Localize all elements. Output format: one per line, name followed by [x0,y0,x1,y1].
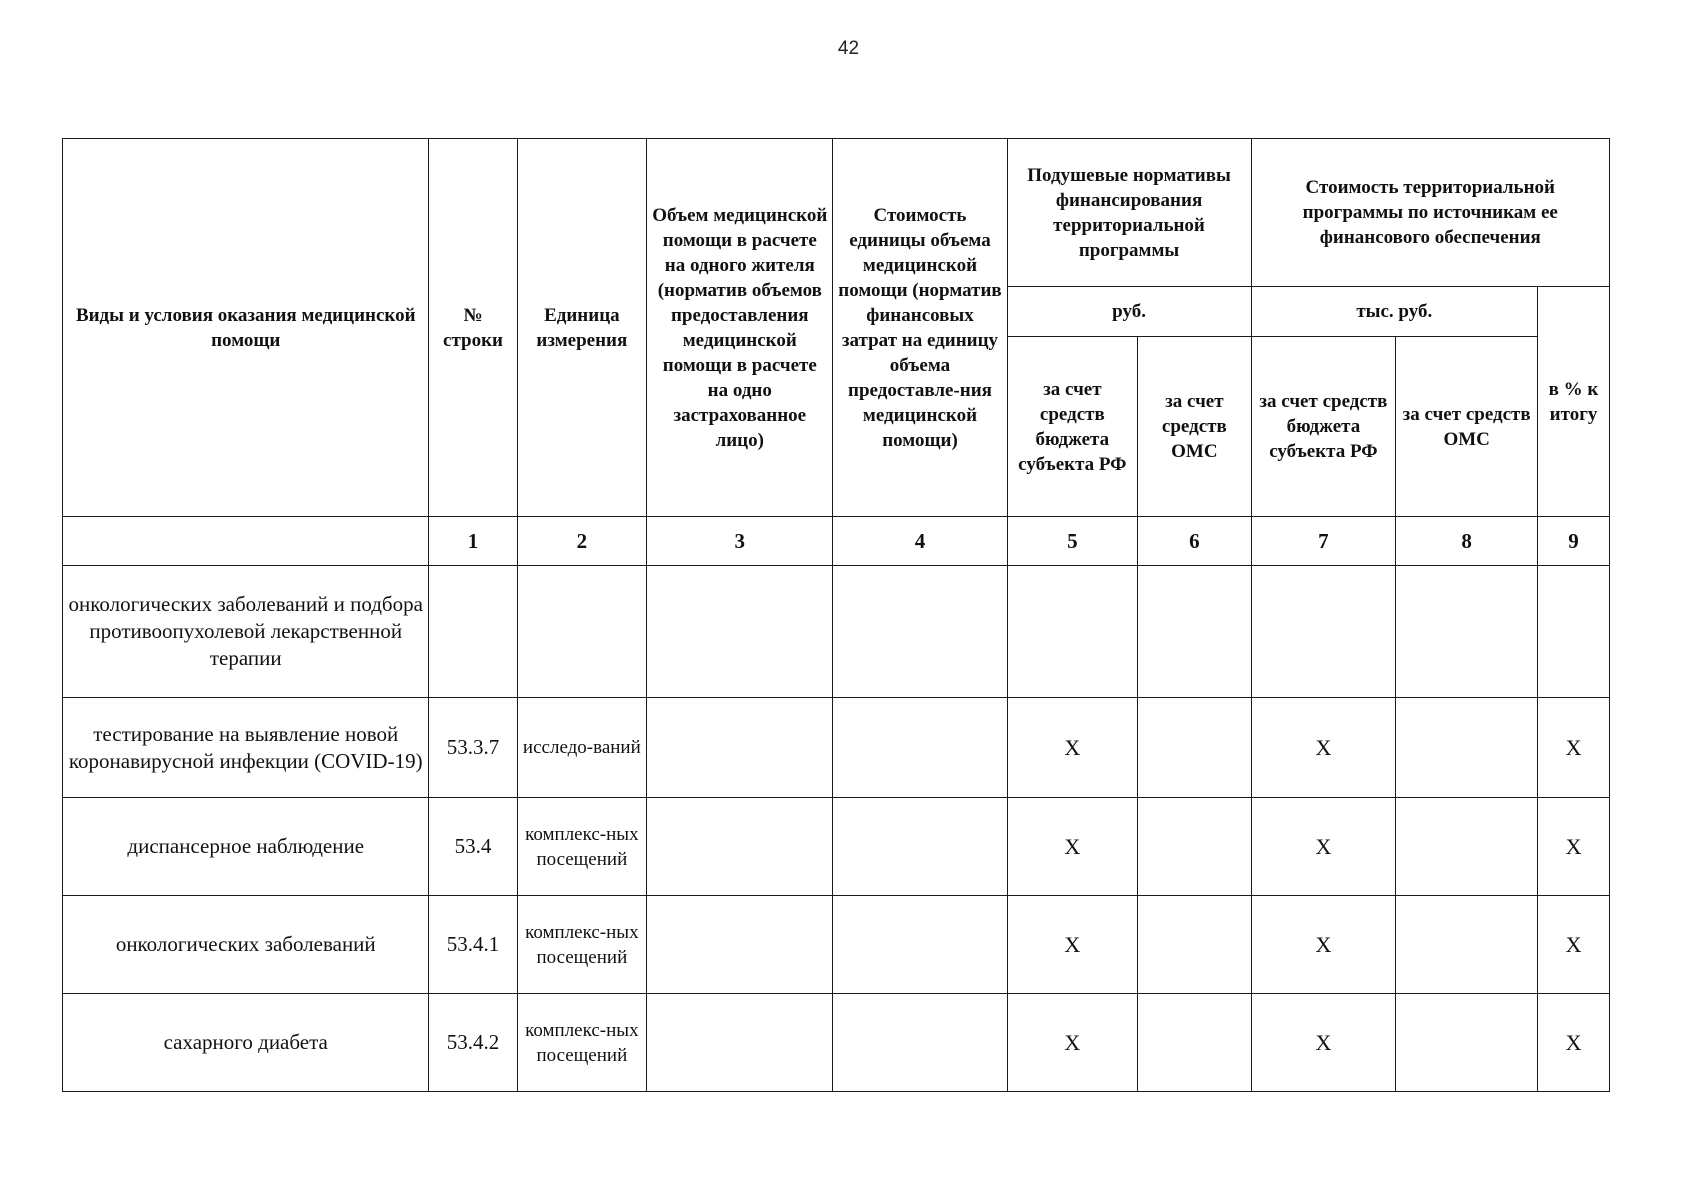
table-row [63,798,1610,896]
row-line-number [429,566,517,698]
row-cell [1396,566,1538,698]
row-cell: X [1538,896,1610,994]
header-budget-rub: за счет средств бюджета субъекта РФ [1007,337,1138,517]
row-cell [833,896,1007,994]
row-name: сахарного диабета [63,994,429,1092]
row-line-number: 53.3.7 [429,698,517,798]
table-row [63,896,1610,994]
row-cell: X [1007,994,1138,1092]
header-budget-thousand: за счет средств бюджета субъекта РФ [1251,337,1396,517]
row-cell [1251,566,1396,698]
column-number: 1 [429,517,517,566]
header-care-types: Виды и условия оказания медицинской помощи [63,139,429,517]
row-cell [647,798,833,896]
header-oms-rub: за счет средств ОМС [1138,337,1251,517]
row-line-number: 53.4 [429,798,517,896]
row-cell [1138,566,1251,698]
header-line-number: № строки [429,139,517,517]
column-number: 7 [1251,517,1396,566]
row-unit: комплекс-ных посещений [517,994,647,1092]
row-name: онкологических заболеваний [63,896,429,994]
row-cell [1538,566,1610,698]
row-cell [833,698,1007,798]
row-unit: исследо-ваний [517,698,647,798]
row-cell: X [1251,994,1396,1092]
row-cell: X [1251,798,1396,896]
row-cell [1396,896,1538,994]
column-number: 2 [517,517,647,566]
column-number: 4 [833,517,1007,566]
header-volume: Объем медицинской помощи в расчете на одного жителя (норматив объемов предоставления медицинской помощи в расчете на одно застрахованное лицо) [647,139,833,517]
column-number: 5 [1007,517,1138,566]
table-row [63,994,1610,1092]
row-cell [1138,798,1251,896]
row-cell: X [1538,698,1610,798]
column-number: 9 [1538,517,1610,566]
row-cell [647,994,833,1092]
row-cell [833,798,1007,896]
row-cell [647,698,833,798]
row-cell [1138,896,1251,994]
row-cell [1138,698,1251,798]
row-cell [1396,994,1538,1092]
table-row [63,698,1610,798]
row-name: онкологических заболеваний и подбора противоопухолевой лекарственной терапии [63,566,429,698]
row-unit [517,566,647,698]
header-unit: Единица измерения [517,139,647,517]
header-per-capita-group: Подушевые нормативы финансирования территориальной программы [1007,139,1251,287]
row-line-number: 53.4.2 [429,994,517,1092]
column-number: 3 [647,517,833,566]
row-cell [1396,798,1538,896]
row-cell [833,994,1007,1092]
header-unit-thousand-rub: тыс. руб. [1251,287,1538,337]
row-cell: X [1251,896,1396,994]
header-oms-thousand: за счет средств ОМС [1396,337,1538,517]
column-number-row [63,517,1610,566]
row-cell [1138,994,1251,1092]
row-cell: X [1007,698,1138,798]
row-cell [1396,698,1538,798]
header-unit-rub: руб. [1007,287,1251,337]
header-unit-cost: Стоимость единицы объема медицинской помощи (норматив финансовых затрат на единицу объема предоставле-ния медицинской помощи) [833,139,1007,517]
header-row-main [63,139,1610,287]
row-cell: X [1007,798,1138,896]
row-cell [833,566,1007,698]
row-line-number: 53.4.1 [429,896,517,994]
column-number: 6 [1138,517,1251,566]
financing-table [62,138,1610,1092]
row-name: диспансерное наблюдение [63,798,429,896]
row-cell [647,896,833,994]
row-unit: комплекс-ных посещений [517,798,647,896]
row-cell: X [1538,798,1610,896]
row-cell: X [1007,896,1138,994]
row-unit: комплекс-ных посещений [517,896,647,994]
column-number: 8 [1396,517,1538,566]
row-name: тестирование на выявление новой коронавирусной инфекции (COVID-19) [63,698,429,798]
header-program-cost-group: Стоимость территориальной программы по источникам ее финансового обеспечения [1251,139,1609,287]
header-percent-total: в % к итогу [1538,287,1610,517]
row-cell: X [1251,698,1396,798]
row-cell [647,566,833,698]
column-number-empty [63,517,429,566]
row-cell: X [1538,994,1610,1092]
table-row [63,566,1610,698]
page-number: 42 [837,38,860,59]
row-cell [1007,566,1138,698]
